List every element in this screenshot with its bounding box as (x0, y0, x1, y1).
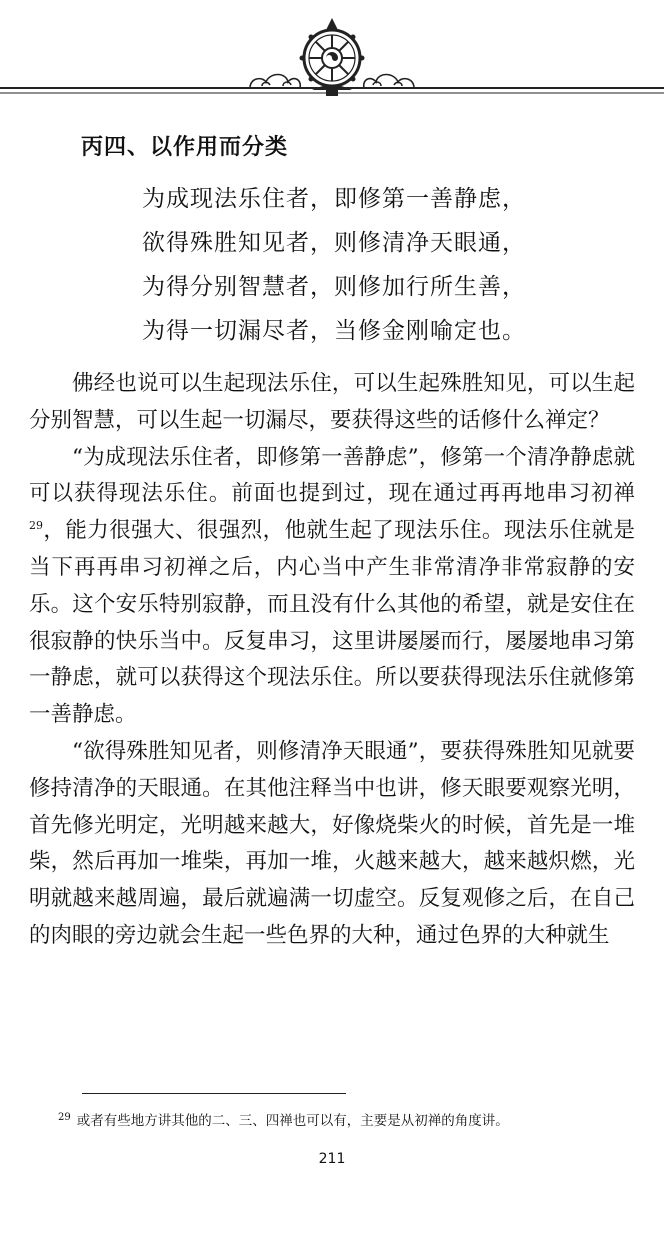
paragraph-2-part-b: ，能力很强大、很强烈，他就生起了现法乐住。现法乐住就是当下再再串习初禅之后，内心当中产生非常清净非常寂静的安乐。这个安乐特别寂静，而且没有什么其他的希望，就是安住在很寂静的快乐当中。反复串习，这里讲屡屡而行，屡屡地串习第一静虑，就可以获得这个现法乐住。所以要获得现法乐住就修第一善静虑。 (29, 518, 635, 728)
footnote-divider (82, 1093, 346, 1094)
verse-line-3: 为得分别智慧者，则修加行所生善， (142, 274, 526, 300)
paragraph-1: 佛经也说可以生起现法乐住，可以生起殊胜知见，可以生起分别智慧，可以生起一切漏尽，要获得这些的话修什么禅定？ (29, 371, 635, 433)
verse-line-2: 欲得殊胜知见者，则修清净天眼通， (142, 230, 526, 256)
body-text (29, 366, 635, 955)
paragraph-2 (29, 440, 635, 734)
paragraph-2-part-a: “为成现法乐住者，即修第一善静虑”，修第一个清净静虑就可以获得现法乐住。前面也提到过，现在通过再再地串习初禅 (29, 444, 635, 507)
page-number: 211 (318, 1151, 346, 1167)
footnote (58, 1109, 509, 1129)
dharma-wheel-icon (0, 0, 664, 110)
footnote-reference[interactable]: 29 (29, 519, 43, 533)
footnote-text: 或者有些地方讲其他的二、三、四禅也可以有，主要是从初禅的角度讲。 (76, 1113, 509, 1129)
verse-line-1: 为成现法乐住者，即修第一善静虑， (142, 186, 526, 212)
header-ornament (0, 0, 664, 110)
verse-line-4: 为得一切漏尽者，当修金刚喻定也。 (142, 318, 526, 344)
footnote-number: 29 (58, 1111, 71, 1123)
paragraph-3: “欲得殊胜知见者，则修清净天眼通”，要获得殊胜知见就要修持清净的天眼通。在其他注释当中也讲，修天眼要观察光明，首先修光明定，光明越来越大，好像烧柴火的时候，首先是一堆柴，然后再加一堆柴，再加一堆，火越来越大，越来越炽燃，光明就越来越周遍，最后就遍满一切虚空。反复观修之后，在自己的肉眼的旁边就会生起一些色界的大种，通过色界的大种就生 (29, 738, 635, 948)
section-title: 丙四、以作用而分类 (81, 135, 289, 160)
